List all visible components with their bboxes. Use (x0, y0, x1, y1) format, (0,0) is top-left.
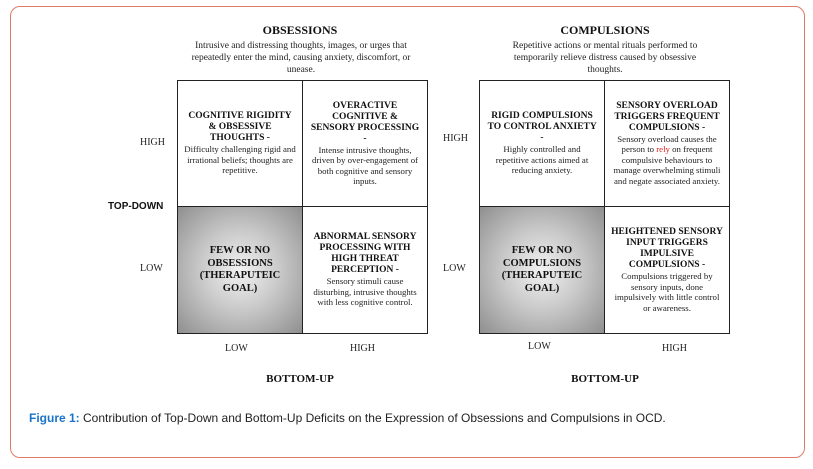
obsessions-description: Intrusive and distressing thoughts, images, or urges that repeatedly enter the mind, causing anxiety, discomfort, or unease. (191, 41, 411, 75)
compulsions-y-low: LOW (443, 263, 466, 274)
cell-text: Difficulty challenging rigid and irrational beliefs; thoughts are repetitive. (184, 144, 296, 176)
cell-title: FEW OR NO OBSESSIONS (THERAPUTEIC GOAL) (199, 245, 281, 294)
compulsions-cell-high-high (605, 81, 729, 207)
cell-title: COGNITIVE RIGIDITY & OBSESSIVE THOUGHTS - (188, 111, 292, 144)
cell-text: Sensory stimuli cause disturbing, intrusive thoughts with less cognitive control. (313, 276, 417, 308)
obsessions-cell-high-low (178, 81, 303, 207)
cell-text: Intense intrusive thoughts, driven by over-engagement of both cognitive and sensory inputs. (311, 144, 419, 186)
obsessions-x-title: BOTTOM-UP (266, 373, 334, 385)
compulsions-x-title: BOTTOM-UP (571, 373, 639, 385)
cell-title: OVERACTIVE COGNITIVE & SENSORY PROCESSING - (310, 100, 420, 144)
compulsions-x-high: HIGH (662, 343, 687, 354)
compulsions-y-high: HIGH (443, 133, 468, 144)
compulsions-x-low: LOW (528, 341, 551, 352)
compulsions-description: Repetitive actions or mental rituals performed to temporarily relieve distress caused by obsessive thoughts. (512, 41, 698, 75)
cell-title: HEIGHTENED SENSORY INPUT TRIGGERS IMPULSIVE COMPULSIONS - (611, 227, 723, 270)
compulsions-title: COMPULSIONS (560, 23, 650, 37)
obsessions-y-low: LOW (140, 263, 163, 274)
figure-caption (29, 411, 789, 425)
obsessions-cell-high-high (303, 81, 427, 207)
compulsions-grid (479, 80, 730, 334)
obsessions-y-high: HIGH (140, 137, 165, 148)
cell-title: FEW OR NO COMPULSIONS (THERAPUTEIC GOAL) (501, 245, 583, 294)
cell-text: Highly controlled and repetitive actions aimed at reducing anxiety. (495, 144, 589, 176)
compulsions-cell-low-high (605, 207, 729, 333)
highlight-word: rely (656, 144, 670, 155)
obsessions-grid (177, 80, 428, 334)
compulsions-cell-low-low (480, 207, 605, 333)
obsessions-x-high: HIGH (350, 343, 375, 354)
compulsions-cell-high-low (480, 81, 605, 207)
cell-text: Compulsions triggered by sensory inputs, done impulsively with little control or awareness. (614, 271, 720, 313)
obsessions-x-low: LOW (225, 343, 248, 354)
cell-title: ABNORMAL SENSORY PROCESSING WITH HIGH THREAT PERCEPTION - (313, 232, 417, 276)
cell-title: SENSORY OVERLOAD TRIGGERS FREQUENT COMPULSIONS - (614, 100, 720, 133)
caption-text: Contribution of Top-Down and Bottom-Up Deficits on the Expression of Obsessions and Compulsions in OCD. (83, 411, 666, 425)
obsessions-cell-low-low (178, 207, 303, 333)
top-down-label: TOP-DOWN (108, 201, 164, 212)
obsessions-title: OBSESSIONS (262, 23, 338, 37)
figure-label: Figure 1: (29, 411, 80, 425)
cell-title: RIGID COMPULSIONS TO CONTROL ANXIETY - (487, 111, 597, 144)
cell-text: Sensory overload causes the person to rely on frequent compulsive behaviours to manage overwhelming stimuli and negate associated anxiety. (613, 133, 721, 186)
obsessions-cell-low-high (303, 207, 427, 333)
